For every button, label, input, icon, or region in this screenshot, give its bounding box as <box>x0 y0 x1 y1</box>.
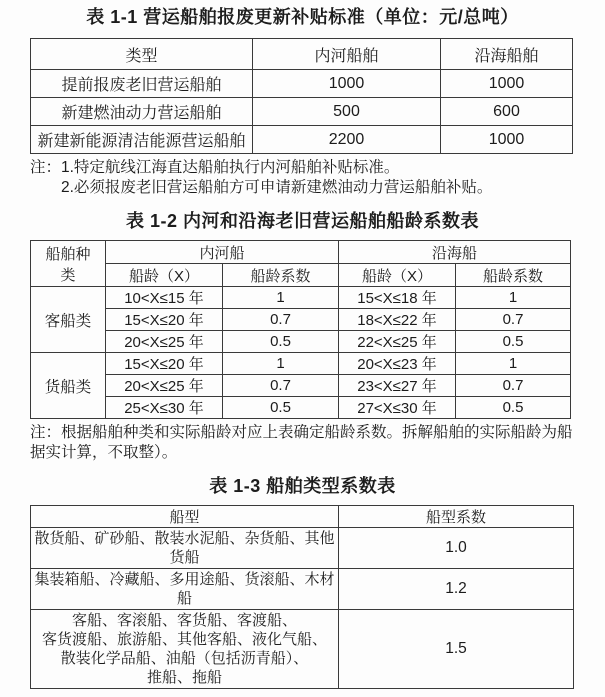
table1-header-coastal: 沿海船舶 <box>441 39 573 70</box>
table1-header-inland: 内河船舶 <box>253 39 441 70</box>
corner-header-line1: 船舶种 <box>45 245 91 263</box>
table2-sub-header-row <box>31 264 571 287</box>
inland-age-cell: 10<X≤15 年 <box>106 287 223 309</box>
inland-age-cell: 20<X≤25 年 <box>106 331 223 353</box>
category-cargo-cell: 货船类 <box>31 353 106 419</box>
inland-value-cell: 2200 <box>253 126 441 154</box>
ship-types-line: 散货船、矿砂船、散装水泥船、杂货船、其他 <box>34 530 335 547</box>
ship-types-line: 散装化学品船、油船（包括沥青船）、 <box>60 650 309 667</box>
category-passenger-cell: 客船类 <box>31 287 106 353</box>
coastal-age-cell: 23<X≤27 年 <box>339 375 456 397</box>
coastal-age-cell: 27<X≤30 年 <box>339 397 456 419</box>
coastal-age-cell: 22<X≤25 年 <box>339 331 456 353</box>
table1-header-row <box>31 39 573 70</box>
inland-value-cell: 1000 <box>253 70 441 98</box>
coefficient-cell: 1.5 <box>339 610 574 689</box>
coastal-coef-cell: 0.7 <box>456 375 571 397</box>
table-row <box>31 309 571 331</box>
table-row <box>31 569 574 610</box>
table-row <box>31 397 571 419</box>
table2-group-coastal: 沿海船 <box>339 241 571 264</box>
table-row <box>31 70 573 98</box>
coefficient-cell: 1.2 <box>339 569 574 610</box>
ship-types-cell <box>31 528 339 569</box>
ship-types-cell <box>31 610 339 689</box>
coastal-age-cell: 20<X≤23 年 <box>339 353 456 375</box>
ship-types-line: 推船、拖船 <box>146 669 222 686</box>
inland-age-header: 船龄（X） <box>106 264 223 287</box>
coastal-coef-header: 船龄系数 <box>456 264 571 287</box>
inland-coef-cell: 0.5 <box>223 331 339 353</box>
ship-types-cell <box>31 569 339 610</box>
subsidy-type-cell: 新建新能源清洁能源营运船舶 <box>31 126 253 154</box>
ship-types-line: 客船、客滚船、客货船、客渡船、 <box>71 612 297 629</box>
inland-coef-cell: 1 <box>223 287 339 309</box>
table2-note-line1: 注：根据船舶种类和实际船龄对应上表确定船龄系数。拆解船舶的实际船龄为船 <box>30 424 573 441</box>
inland-age-cell: 15<X≤20 年 <box>106 309 223 331</box>
table1-header-type: 类型 <box>31 39 253 70</box>
coastal-coef-cell: 0.7 <box>456 309 571 331</box>
coastal-age-cell: 18<X≤22 年 <box>339 309 456 331</box>
table3-header-shiptype: 船型 <box>31 506 339 528</box>
coastal-value-cell: 1000 <box>441 70 573 98</box>
table2-corner-header <box>31 241 106 287</box>
ship-types-line: 集装箱船、冷藏船、多用途船、货滚船、木材 <box>34 571 335 588</box>
table-row <box>31 98 573 126</box>
table2-group-inland: 内河船 <box>106 241 339 264</box>
table-row <box>31 375 571 397</box>
coastal-coef-cell: 1 <box>456 353 571 375</box>
table-row <box>31 331 571 353</box>
table3-title: 表 1-3 船舶类型系数表 <box>209 476 396 496</box>
ship-types-line: 船 <box>176 590 192 607</box>
table2-ship-age-coefficients <box>30 240 571 419</box>
ship-types-line: 货船 <box>169 549 200 566</box>
inland-age-cell: 15<X≤20 年 <box>106 353 223 375</box>
table1-title: 表 1-1 营运船舶报废更新补贴标准（单位：元/总吨） <box>86 7 519 27</box>
coastal-age-header: 船龄（X） <box>339 264 456 287</box>
inland-age-cell: 20<X≤25 年 <box>106 375 223 397</box>
table1-subsidy-standards <box>30 38 573 154</box>
inland-coef-header: 船龄系数 <box>223 264 339 287</box>
table-row <box>31 353 571 375</box>
coastal-age-cell: 15<X≤18 年 <box>339 287 456 309</box>
inland-coef-cell: 0.7 <box>223 375 339 397</box>
subsidy-type-cell: 提前报废老旧营运船舶 <box>31 70 253 98</box>
table-row <box>31 528 574 569</box>
coastal-coef-cell: 1 <box>456 287 571 309</box>
table3-header-coefficient: 船型系数 <box>339 506 574 528</box>
table-row <box>31 287 571 309</box>
table2-group-header-row <box>31 241 571 264</box>
coastal-coef-cell: 0.5 <box>456 331 571 353</box>
table-row <box>31 610 574 689</box>
table3-header-row <box>31 506 574 528</box>
inland-coef-cell: 1 <box>223 353 339 375</box>
coastal-value-cell: 600 <box>441 98 573 126</box>
table1-note-line1: 注：1.特定航线江海直达船舶执行内河船舶补贴标准。 <box>30 159 400 176</box>
inland-age-cell: 25<X≤30 年 <box>106 397 223 419</box>
table2-title: 表 1-2 内河和沿海老旧营运船舶船龄系数表 <box>125 211 480 231</box>
inland-coef-cell: 0.7 <box>223 309 339 331</box>
table3-ship-type-coefficients <box>30 505 574 689</box>
corner-header-line2: 类 <box>60 266 76 284</box>
inland-coef-cell: 0.5 <box>223 397 339 419</box>
coastal-value-cell: 1000 <box>441 126 573 154</box>
table-row <box>31 126 573 154</box>
inland-value-cell: 500 <box>253 98 441 126</box>
coefficient-cell: 1.0 <box>339 528 574 569</box>
table2-note-line2: 据实计算，不取整）。 <box>30 443 178 461</box>
table1-note-line2: 2.必须报废老旧营运船舶方可申请新建燃油动力营运船舶补贴。 <box>61 178 493 196</box>
ship-types-line: 客货渡船、旅游船、其他客船、液化气船、 <box>41 631 327 648</box>
coastal-coef-cell: 0.5 <box>456 397 571 419</box>
subsidy-type-cell: 新建燃油动力营运船舶 <box>31 98 253 126</box>
